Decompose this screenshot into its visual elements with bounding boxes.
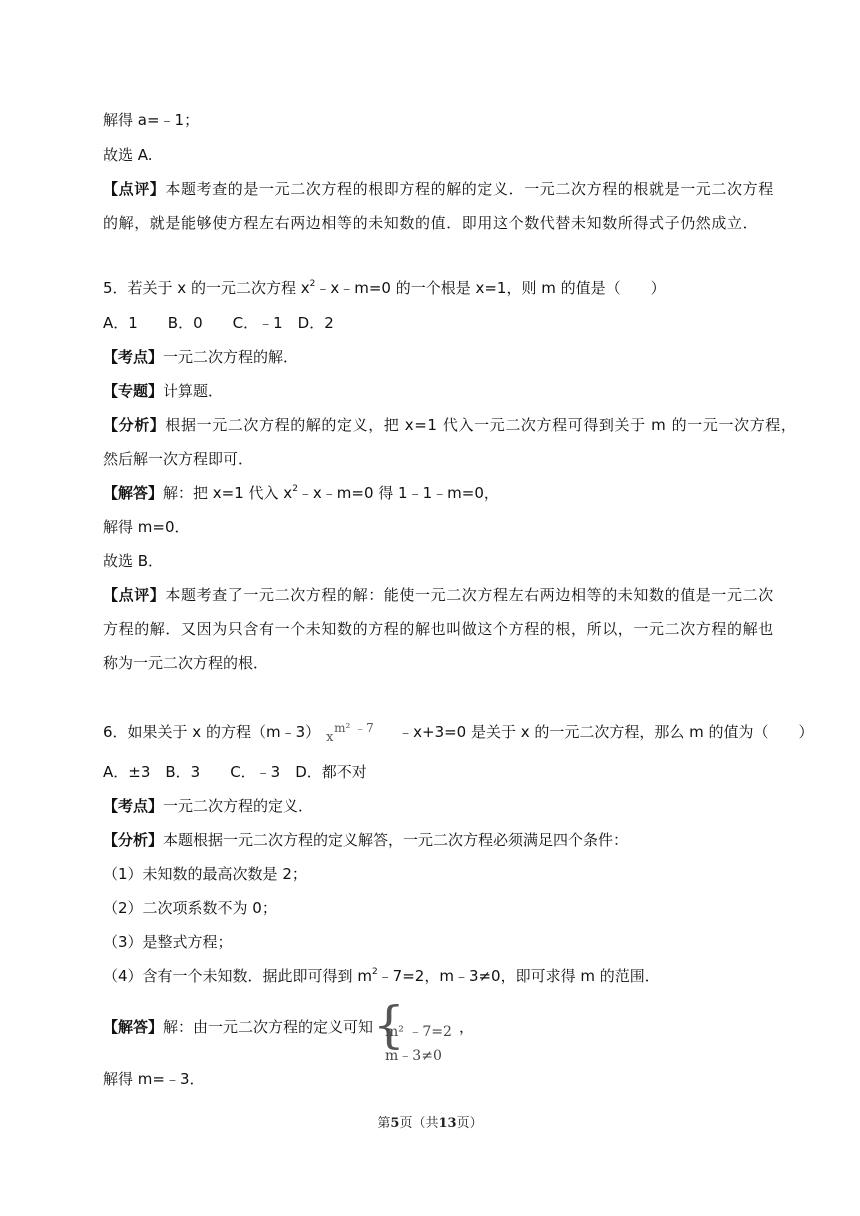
dianping-tag: 【点评】	[103, 586, 166, 604]
q5-dianping-text-1: 本题考查了一元二次方程的解：能使一元二次方程左右两边相等的未知数的值是一元二次	[165, 586, 774, 604]
q6-equation-image	[320, 721, 398, 745]
q5-fenxi-line-2: 然后解一次方程即可．	[103, 450, 254, 468]
q5-choose-line: 故选 B．	[103, 552, 164, 570]
left-brace-icon: {	[373, 995, 405, 1054]
q4-comment-line-2: 的解，就是能够使方程左右两边相等的未知数的值．即用这个数代替未知数所得式子仍然成立．	[103, 214, 759, 232]
q5-zhuanti-line	[103, 381, 223, 401]
q4-solve-line: 解得 a=﹣1；	[103, 111, 200, 129]
q6-options: A．±3 B．3 C．﹣3 D．都不对	[103, 763, 367, 781]
jieda-tag: 【解答】	[103, 484, 164, 502]
footer-page-number: 5	[390, 1116, 400, 1131]
q5-solve-line: 解得 m=0．	[103, 518, 190, 536]
q4-choose-line: 故选 A.	[103, 146, 153, 164]
q5-jieda-line	[103, 483, 499, 503]
q5-dianping-line-3: 称为一元二次方程的根．	[103, 654, 269, 672]
q6-condition-3: （3）是整式方程；	[103, 933, 233, 951]
q5-jieda-part-a: 解：把 x=1 代入 x	[163, 484, 293, 502]
q6-kaodian-text: 一元二次方程的定义．	[163, 797, 314, 815]
q6-condition-4	[103, 966, 660, 986]
zhuanti-tag: 【专题】	[103, 382, 164, 400]
footer-middle: 页（共	[399, 1116, 439, 1131]
q6-system-eq-2: m﹣3≠0	[385, 1047, 442, 1064]
q6-fenxi-line	[103, 830, 628, 850]
q6-equation-system	[373, 995, 459, 1064]
q6-jieda-line	[103, 995, 475, 1064]
kaodian-tag: 【考点】	[103, 348, 164, 366]
q6-equation-base: x	[326, 730, 334, 745]
q4-comment-text-1: 本题考查的是一元二次方程的根即方程的解的定义．一元二次方程的根就是一元二次方程	[165, 180, 774, 198]
q5-zhuanti-text: 计算题．	[163, 382, 224, 400]
q5-stem-part-a: 5．若关于 x 的一元二次方程 x	[103, 279, 310, 297]
q6-solve-line: 解得 m=﹣3．	[103, 1070, 205, 1088]
footer-suffix: 页）	[456, 1116, 483, 1131]
fenxi-tag: 【分析】	[103, 416, 166, 434]
q6-condition-2: （2）二次项系数不为 0；	[103, 899, 277, 917]
comment-tag: 【点评】	[103, 180, 166, 198]
q5-kaodian-line	[103, 347, 298, 367]
q6-stem-part-b: ﹣x+3=0 是关于 x 的一元二次方程，那么 m 的值为（ ）	[398, 723, 814, 741]
q6-equation-exponent: m² ﹣7	[334, 721, 374, 735]
q6-cond4-part-a: （4）含有一个未知数．据此即可得到 m	[103, 967, 372, 985]
q5-options: A．1 B．0 C．﹣1 D．2	[103, 314, 334, 332]
q5-fenxi-line-1	[103, 415, 796, 435]
kaodian-tag: 【考点】	[103, 797, 164, 815]
q6-cond4-part-b: ﹣7=2，m﹣3≠0，即可求得 m 的范围．	[377, 967, 660, 985]
q5-stem-part-b: ﹣x﹣m=0 的一个根是 x=1，则 m 的值是（ ）	[315, 279, 666, 297]
q6-jieda-text: 解：由一元二次方程的定义可知	[163, 1018, 374, 1036]
q5-stem	[103, 278, 666, 298]
q4-comment-line-1	[103, 179, 774, 199]
q6-stem	[103, 721, 814, 745]
page-footer	[0, 1112, 860, 1131]
q5-jieda-exponent: 2	[292, 484, 298, 494]
q5-jieda-part-b: ﹣x﹣m=0 得 1﹣1﹣m=0，	[297, 484, 499, 502]
footer-prefix: 第	[377, 1116, 391, 1131]
q5-fenxi-text-1: 根据一元二次方程的解的定义，把 x=1 代入一元二次方程可得到关于 m 的一元一次方程，	[165, 416, 797, 434]
q6-system-eq-1: m² ﹣7=2	[385, 1023, 452, 1040]
q6-stem-part-a: 6．如果关于 x 的方程（m﹣3）	[103, 723, 321, 741]
q6-system-tail: ，	[459, 1018, 475, 1036]
q5-dianping-line-1	[103, 585, 774, 605]
fenxi-tag: 【分析】	[103, 831, 164, 849]
q5-dianping-line-2: 方程的解．又因为只含有一个未知数的方程的解也叫做这个方程的根，所以，一元二次方程的解也	[103, 620, 774, 638]
q5-stem-exponent: 2	[309, 279, 316, 289]
q6-fenxi-text: 本题根据一元二次方程的定义解答，一元二次方程必须满足四个条件：	[163, 831, 629, 849]
q6-kaodian-line	[103, 796, 313, 816]
q6-condition-1: （1）未知数的最高次数是 2；	[103, 865, 307, 883]
footer-total-pages: 13	[438, 1116, 457, 1131]
q6-cond4-exponent: 2	[371, 967, 378, 977]
q5-kaodian-text: 一元二次方程的解．	[163, 348, 299, 366]
jieda-tag: 【解答】	[103, 1018, 164, 1036]
